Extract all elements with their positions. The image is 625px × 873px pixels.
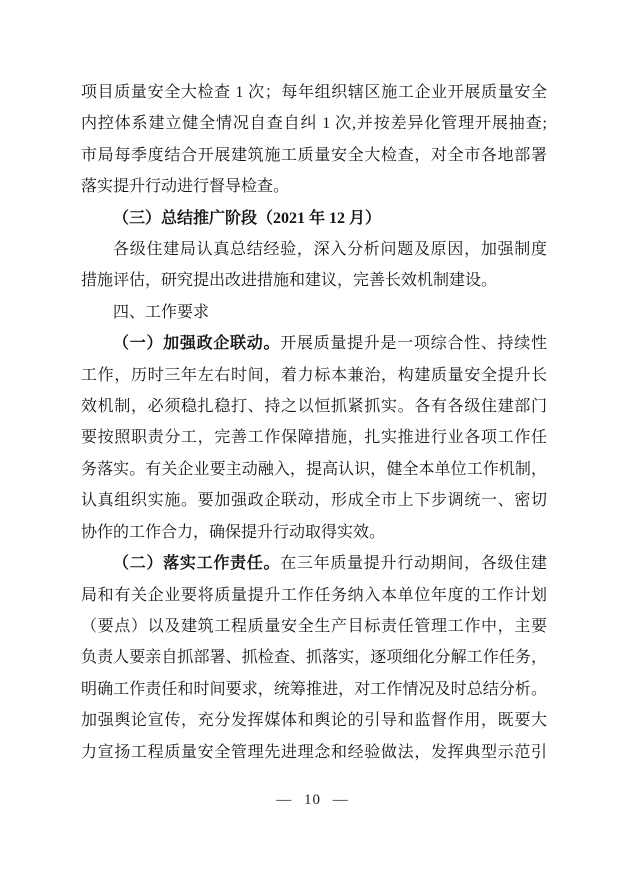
text-segment: 力宣扬工程质量安全管理先进理念和经验做法，发挥典型示范引 xyxy=(81,743,547,761)
text-line-21 xyxy=(81,705,547,736)
text-line-11 xyxy=(81,391,547,422)
text-segment: 市局每季度结合开展建筑施工质量安全大检查，对全市各地部署 xyxy=(81,146,547,164)
text-line-22 xyxy=(81,737,547,768)
text-segment: 协作的工作合力，确保提升行动取得实效。 xyxy=(81,523,386,541)
text-line-19 xyxy=(81,642,547,673)
text-line-14 xyxy=(81,485,547,516)
text-segment: 局和有关企业要将质量提升工作任务纳入本单位年度的工作计划 xyxy=(81,586,547,604)
text-segment: 工作，历时三年左右时间，着力标本兼治，构建质量安全提升长 xyxy=(81,366,547,384)
text-line-20 xyxy=(81,674,547,705)
text-segment: 项目质量安全大检查 1 次；每年组织辖区施工企业开展质量安全 xyxy=(81,84,547,101)
text-segment: 措施评估，研究提出改进措施和建议，完善长效机制建设。 xyxy=(81,272,498,290)
text-segment: 各级住建局认真总结经验，深入分析问题及原因，加强制度 xyxy=(113,241,547,259)
heading-stage-summary-line xyxy=(81,203,547,234)
text-line-18 xyxy=(81,611,547,642)
bold-segment: （三）总结推广阶段（2021 年 12 月） xyxy=(113,209,382,227)
text-segment: 落实提升行动进行督导检查。 xyxy=(81,178,290,196)
text-segment: 内控体系建立健全情况自查自纠 1 次,并按差异化管理开展抽查; xyxy=(81,115,547,133)
text-line-4 xyxy=(81,171,547,202)
text-line-1 xyxy=(81,77,547,108)
text-line-6 xyxy=(81,234,547,265)
text-line-12 xyxy=(81,422,547,453)
document-body-text xyxy=(81,77,547,768)
text-line-17 xyxy=(81,580,547,611)
text-segment: 加强舆论宣传，充分发挥媒体和舆论的引导和监督作用，既要大 xyxy=(81,712,547,730)
subsection-2-lead-line xyxy=(81,548,547,579)
bold-segment: （一）加强政企联动。 xyxy=(113,335,281,353)
text-segment: 四、工作要求 xyxy=(113,303,210,321)
text-segment: 要按照职责分工，完善工作保障措施，扎实推进行业各项工作任 xyxy=(81,429,547,447)
text-line-15 xyxy=(81,517,547,548)
heading-work-requirements-line xyxy=(81,297,547,328)
text-segment: 明确工作责任和时间要求，统筹推进，对工作情况及时总结分析。 xyxy=(81,680,547,698)
text-line-13 xyxy=(81,454,547,485)
text-line-7 xyxy=(81,265,547,296)
text-segment: （要点）以及建筑工程质量安全生产目标责任管理工作中，主要 xyxy=(81,617,547,635)
text-segment: 务落实。有关企业要主动融入，提高认识，健全本单位工作机制， xyxy=(81,460,547,478)
bold-segment: （二）落实工作责任。 xyxy=(113,555,281,573)
text-segment: 认真组织实施。要加强政企联动，形成全市上下步调统一、密切 xyxy=(81,492,547,510)
text-line-3 xyxy=(81,140,547,171)
text-line-2 xyxy=(81,108,547,139)
text-segment: 效机制，必须稳扎稳打、持之以恒抓紧抓实。各有各级住建部门 xyxy=(81,398,547,416)
subsection-1-lead-line xyxy=(81,328,547,359)
text-segment: 在三年质量提升行动期间，各级住建 xyxy=(280,555,547,573)
page-number: — 10 — xyxy=(276,792,349,808)
text-line-10 xyxy=(81,360,547,391)
text-segment: 开展质量提升是一项综合性、持续性 xyxy=(280,335,547,353)
text-segment: 负责人要亲自抓部署、抓检查、抓落实，逐项细化分解工作任务， xyxy=(81,649,547,667)
